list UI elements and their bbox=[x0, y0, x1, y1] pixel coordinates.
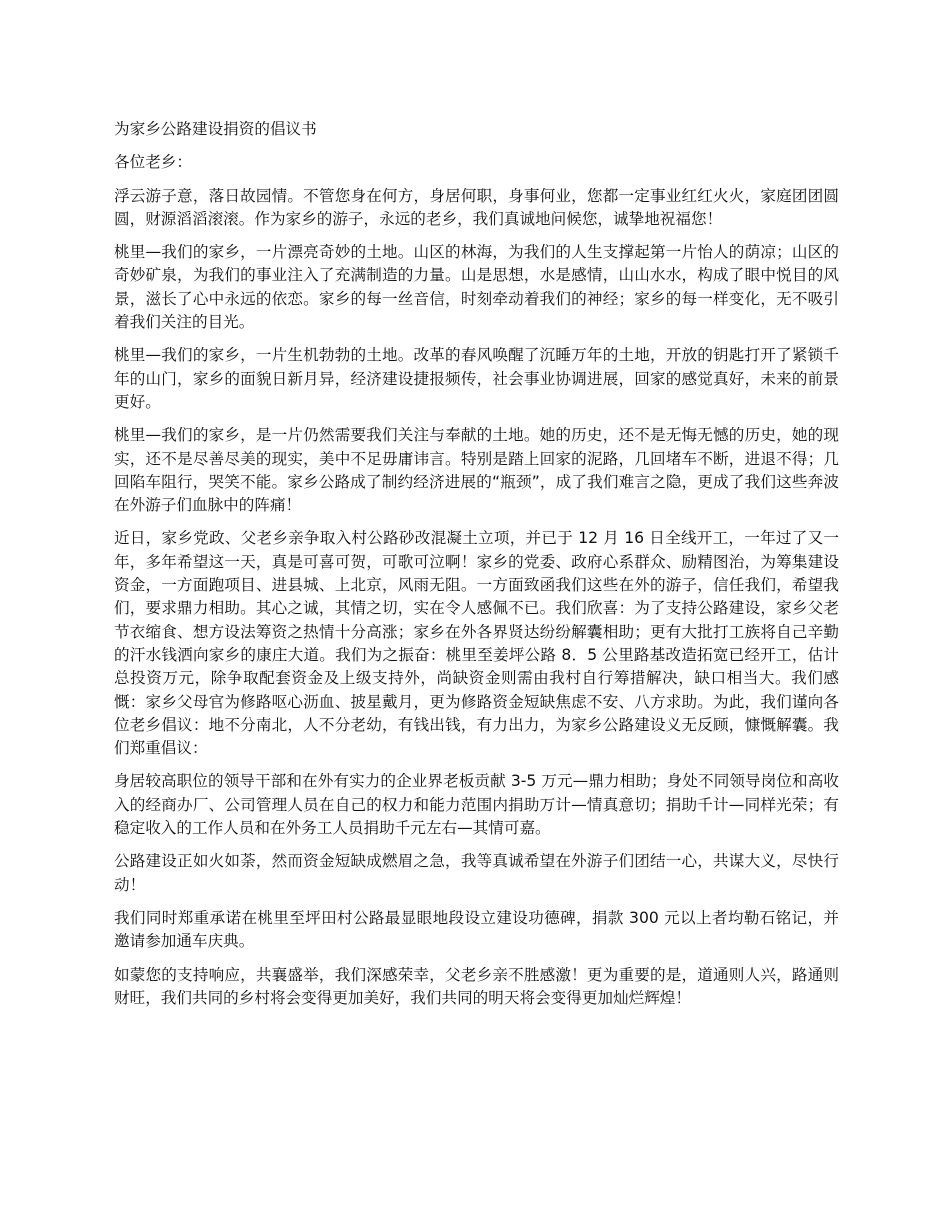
paragraph-hometown-needs-attention: 桃里—我们的家乡，是一片仍然需要我们关注与奉献的土地。她的历史，还不是无悔无憾的历史，她的现实，还不是尽善尽美的现实，美中不足毋庸讳言。特别是踏上回家的泥路，几回堵车不断，进退不得；几回陷车阻行，哭笑不能。家乡公路成了制约经济进展的“瓶颈”，成了我们难言之隐，更成了我们这些奔波在外游子们血脉中的阵痛！ bbox=[114, 426, 839, 515]
document-page bbox=[114, 118, 839, 1020]
document-title: 为家乡公路建设捐资的倡议书 bbox=[114, 120, 317, 138]
paragraph-hometown-beautiful-land: 桃里—我们的家乡，一片漂亮奇妙的土地。山区的林海，为我们的人生支撑起第一片怡人的荫凉；山区的奇妙矿泉，为我们的事业注入了充满制造的力量。山是思想，水是感情，山山水水，构成了眼中悦目的风景，滋长了心中永远的依恋。家乡的每一丝音信，时刻牵动着我们的神经；家乡的每一样变化，无不吸引着我们关注的目光。 bbox=[114, 243, 839, 332]
paragraph-hometown-vibrant-land: 桃里—我们的家乡，一片生机勃勃的土地。改革的春风唤醒了沉睡万年的土地，开放的钥匙打开了紧锁千年的山门，家乡的面貌日新月异，经济建设捷报频传，社会事业协调进展，回家的感觉真好，未来的前景更好。 bbox=[114, 346, 839, 411]
paragraph-merit-monument-promise: 我们同时郑重承诺在桃里至坪田村公路最显眼地段设立建设功德碑，捐款 300 元以上者均勒石铭记，并邀请参加通车庆典。 bbox=[114, 908, 839, 951]
paragraph-donation-tiers: 身居较高职位的领导干部和在外有实力的企业界老板贡献 3-5 万元—鼎力相助；身处不同领导岗位和高收入的经商办厂、公司管理人员在自己的权力和能力范围内捐助万计—情真意切；捐助千计—同样光荣；有稳定收入的工作人员和在外务工人员捐助千元左右—其情可嘉。 bbox=[114, 772, 839, 838]
paragraph-closing-thanks: 如蒙您的支持响应，共襄盛举，我们深感荣幸，父老乡亲不胜感激！更为重要的是，道通则人兴，路通则财旺，我们共同的乡村将会变得更加美好，我们共同的明天将会变得更加灿烂辉煌！ bbox=[114, 965, 839, 1007]
paragraph-greeting-blessing: 浮云游子意，落日故园情。不管您身在何方，身居何职，身事何业，您都一定事业红红火火，家庭团团圆圆，财源滔滔滚滚。作为家乡的游子，永远的老乡，我们真诚地问候您，诚挚地祝福您！ bbox=[114, 186, 839, 228]
paragraph-call-to-action: 公路建设正如火如荼，然而资金短缺成燃眉之急，我等真诚希望在外游子们团结一心，共谋大义，尽快行动！ bbox=[114, 852, 839, 894]
paragraph-road-project-news: 近日，家乡党政、父老乡亲争取入村公路砂改混凝土立项，并已于 12 月 16 日全线开工，一年过了又一年，多年希望这一天，真是可喜可贺，可歌可泣啊！家乡的党委、政府心系群众、励精图治，为筹集建设资金，一方面跑项目、进县城、上北京，风雨无阻。一方面致函我们这些在外的游子，信任我们，希望我们，要求鼎力相助。其心之诚，其情之切，实在令人感佩不已。我们欣喜：为了支持公路建设，家乡父老节衣缩食、想方设法筹资之热情十分高涨；家乡在外各界贤达纷纷解囊相助；更有大批打工族将自己辛勤的汗水钱洒向家乡的康庄大道。我们为之振奋：桃里至姜坪公路 8．5 公里路基改造拓宽已经开工，估计总投资万元，除争取配套资金及上级支持外，尚缺资金则需由我村自行筹措解决，缺口相当大。我们感慨：家乡父母官为修路呕心沥血、披星戴月，更为修路资金短缺焦虑不安、八方求助。为此，我们谨向各位老乡倡议：地不分南北，人不分老幼，有钱出钱，有力出力，为家乡公路建设义无反顾，慷慨解囊。我们郑重倡议： bbox=[114, 529, 839, 758]
salutation: 各位老乡： bbox=[114, 153, 192, 172]
